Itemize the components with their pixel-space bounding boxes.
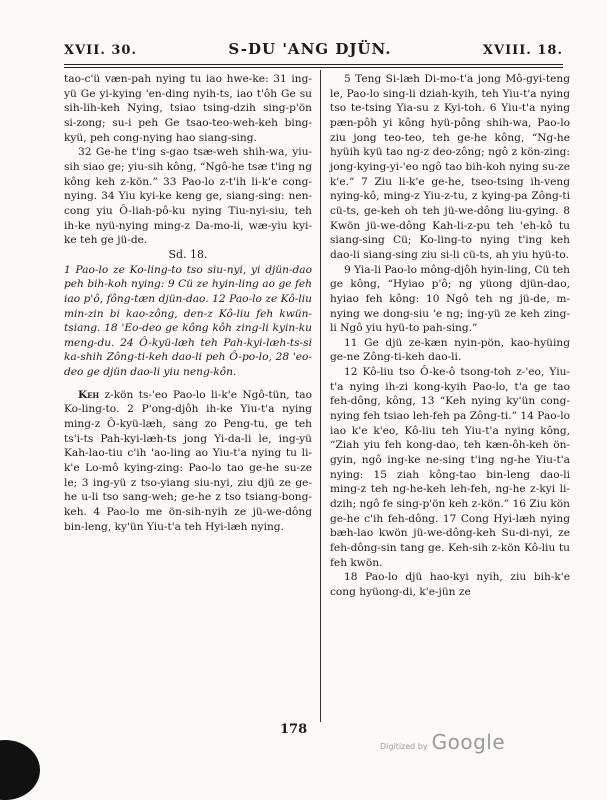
scanner-thumb-shadow (0, 740, 40, 800)
right-paragraph-5: 18 Pao-lo djü hao-kyi nyih, ziu bih-k'e cong hyüong-di, k'e-jün ze (330, 571, 570, 598)
page-number: 178 (280, 722, 308, 737)
right-paragraph-4: 12 Kô-liu tso Ô-ke-ô tsong-toh z-'eo, Yiu-t'a nying ih-zi kong-kyih Pao-lo, t'a ge tao feh-dông, kông, 13 “Keh nying ky'ün cong-nying feh tsiao leh-feh pa Zông-ti.” 14 Pao-lo iao k'e k'eo, Kô-liu teh Yiu-t'a nying kông, “Ziah yiu feh kong-dao, teh kæn-ôh-keh ön-gyin, ngô ing-ke ne-sing t'ing ng-he Yiu-t'a nying: 15 ziah kông-tao bin-leng dao-li ming-z teh ng-he-keh leh-feh, ng-he z-kyi li-dzih; ngô fe sing-p'ön keh z-kön.” 16 Ziu kön ge-he c'ih feh-dông. 17 Cong Hyi-læh nying bæh-lao kwön jü-we-dông-keh Su-di-nyi, ze feh-dông-sin tang ge. Keh-sih z-kön Kô-liu tu feh kwön. (330, 366, 570, 569)
digitized-watermark (380, 730, 505, 754)
left-column (64, 72, 312, 534)
right-paragraph-2: 9 Yia-li Pao-lo mông-djôh hyin-ling, Cü teh ge kông, “Hyiao p'ô; ng yüong djün-dao, hyiao feh kông: 10 Ngô teh ng jü-de, m-nying we dong-siu 'e ng; ing-yü ze keh zing-li Ngô yiu hyü-to pah-sing.” (330, 263, 571, 335)
header-rule-bottom (64, 67, 563, 68)
header-right-reference: XVIII. 18. (482, 43, 563, 58)
chapter-summary: 1 Pao-lo ze Ko-ling-to tso siu-nyi, yi djün-dao peh bih-koh nying: 9 Cü ze hyin-ling ao ge feh iao p'ô, fông-tæn djün-dao. 12 Pao-lo ze Kô-liu min-zin bi kao-zông, den-z Kô-liu feh kwün-tsiang. 18 'Eo-deo ge kông kôh zing-li kyin-ku meng-du. 24 Ô-kyü-læh teh Pah-kyi-læh-ts-si ka-shih Zông-ti-keh dao-li peh Ô-po-lo, 28 'eo-deo ge djün dao-li yiu neng-kôn. (64, 263, 312, 379)
google-logo: Google (431, 730, 506, 754)
right-paragraph-3: 11 Ge djü ze-kæn nyin-pön, kao-hyüing ge-ne Zông-ti-keh dao-li. (330, 336, 570, 364)
header-rule-top (64, 64, 563, 65)
left-paragraph-2: 32 Ge-he t'ing s-gao tsæ-weh shih-wa, yiu-sih siao ge; yiu-sih kông, “Ngô-he tsæ t'ing ng kông keh z-kön.” 33 Pao-lo z-t'ih li-k'e cong-nying. 34 Yiu kyi-ke keng ge, siang-sing: nen-cong yiu Ô-liah-pô-ku nying Tiu-nyi-siu, teh ih-ke nyü-nying ming-z Da-mo-li, wæ-yiu kyi-ke teh ge jü-de. (64, 146, 312, 247)
column-divider (320, 70, 321, 722)
header-left-reference: XVII. 30. (64, 43, 138, 58)
section-heading: Sd. 18. (168, 247, 208, 261)
right-paragraph-1: 5 Teng Si-læh Di-mo-t'a jong Mô-gyi-teng le, Pao-lo sing-li dziah-kyih, teh Yiu-t'a nying tso te-tsing Yia-su z Kyi-toh. 6 Yiu-t'a nying pæn-pôh yi kông hyü-pông shih-wa, Pao-lo ziu jong teo-teo, teh ge-he kông, “Ng-he hyüih kyü tao ng-z deo-zông; ngô z kön-zing: jong-kying-yi-'eo ngô tao bih-koh nying su-ze k'e.” 7 Ziu li-k'e ge-he, tseo-tsing ih-veng nying-kô, ming-z Yiu-z-tu, z kying-pa Zông-ti cü-ts, ge-keh oh teh jü-we-dông liu-gying. 8 Kwön jü-we-dông Kah-li-z-pu teh 'eh-kô tu siang-sing Cü; Ko-ling-to nying t'ing keh dao-li siang-sing ziu si-li cü-ts, ah yiu hyü-to. (330, 73, 570, 261)
left-paragraph-3 (64, 388, 312, 535)
drop-word: Keh (78, 388, 100, 401)
digitized-by-label: Digitized by (380, 742, 428, 751)
running-header (64, 40, 563, 62)
right-column (330, 72, 570, 600)
left-paragraph-3-text: z-kön ts-'eo Pao-lo li-k'e Ngô-tün, tao Ko-ling-to. 2 P'ong-djôh ih-ke Yiu-t'a nying ming-z Ô-kyü-læh, sang zo Peng-tu, ge teh ts'i-ts Pah-kyi-læh-ts jong Yi-da-li le, ing-yü Kah-lao-tiu c'ih 'ao-ling ao Yiu-t'a nying tu li-k'e Lo-mô kying-zing: Pao-lo tao ge-he su-ze le; 3 ing-yü z tso-yiang siu-nyi, ziu djü ze ge-he u-li tso sang-weh; ge-he z tso tsiang-bong-keh. 4 Pao-lo me ön-sih-nyih ze jü-we-dông bin-leng, ky'ün Yiu-t'a teh Hyi-læh nying. (64, 388, 312, 533)
left-paragraph-1: tao-c'ü væn-pah nying tu iao hwe-ke: 31 ing-yü Ge yi-kying 'en-ding nyih-ts, iao t'ôh Ge su sih-lih-keh Nying, tsiao tsing-dzih sing-p'ön si-zong; su-i peh Ge tsao-teo-weh-keh bing-kyü, peh cong-nying hao siang-sing. (64, 73, 312, 144)
header-title: S-DU 'ANG DJÜN. (228, 40, 392, 58)
